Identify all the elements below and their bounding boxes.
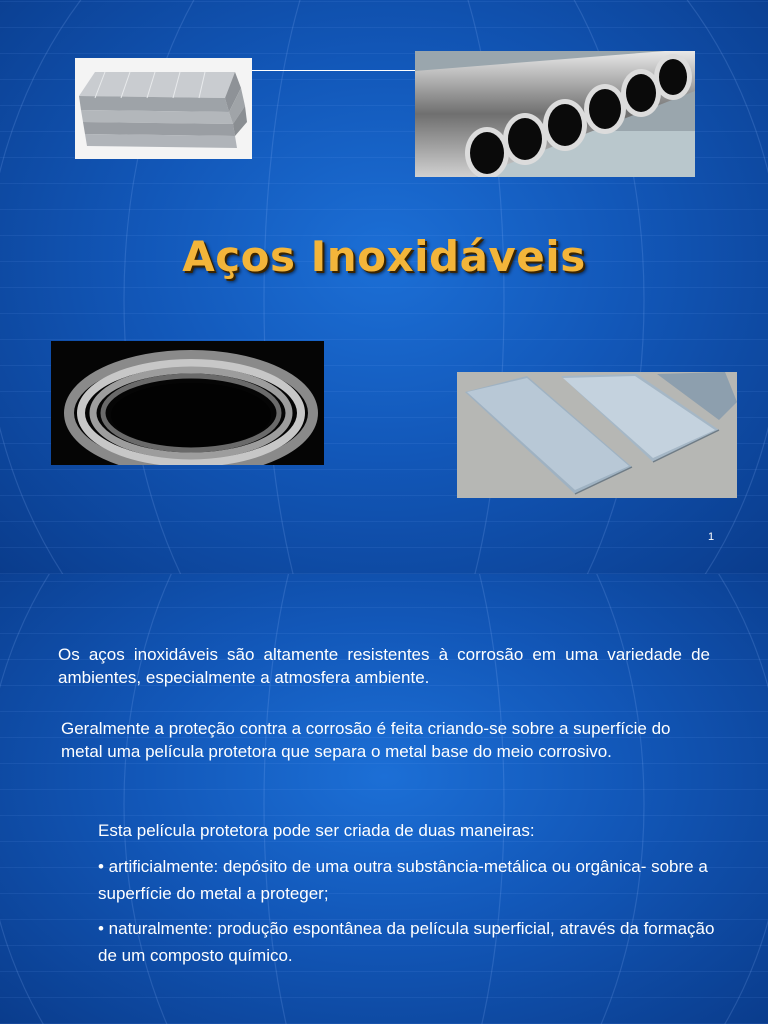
steel-sheets-image [457,372,737,498]
steel-tubes-image [415,51,695,177]
bullet-natural: • naturalmente: produção espontânea da película superficial, através da formação de um composto químico. [98,919,715,965]
paragraph-methods: Esta película protetora pode ser criada de duas maneiras: [98,821,535,840]
flat-bars-image [75,58,252,159]
steel-coil-image [51,341,324,465]
slide-title: Aços Inoxidáveis [182,232,586,281]
paragraph-intro: Os aços inoxidáveis são altamente resistentes à corrosão em uma variedade de ambientes, especialmente a atmosfera ambiente. [58,645,710,687]
bullet-artificial: • artificialmente: depósito de uma outra substância-metálica ou orgânica- sobre a superfície do metal a proteger; [98,857,708,903]
decorative-line [252,70,416,71]
page-number: 1 [708,531,715,543]
slide-2 [0,574,768,1024]
paragraph-protection: Geralmente a proteção contra a corrosão é feita criando-se sobre a superfície do metal uma película protetora que separa o metal base do meio corrosivo. [61,719,671,761]
